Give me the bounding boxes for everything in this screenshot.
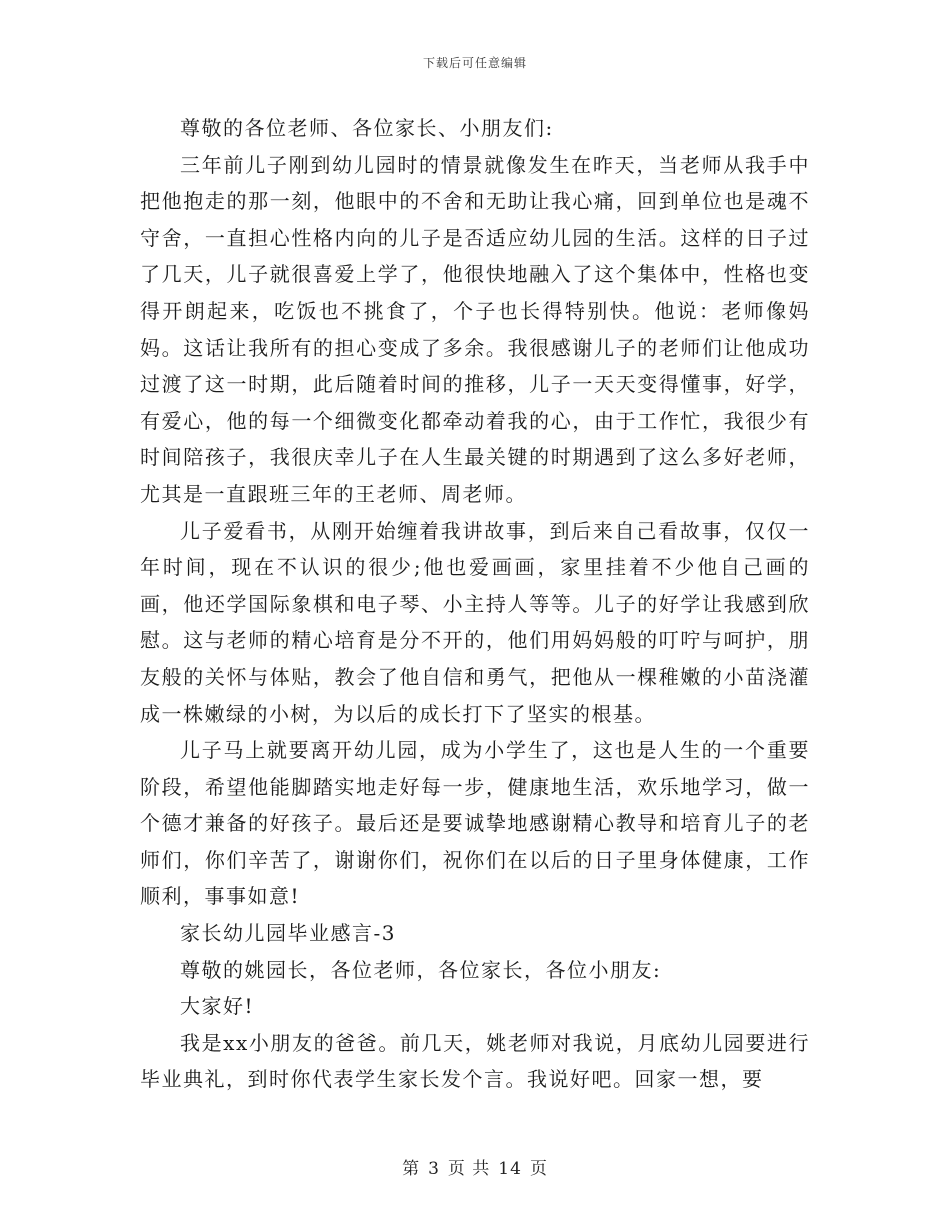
paragraph: 儿子马上就要离开幼儿园，成为小学生了，这也是人生的一个重要阶段，希望他能脚踏实地走好每一步，健康地生活，欢乐地学习，做一个德才兼备的好孩子。最后还是要诚挚地感谢精心教导和培育儿子的老师们，你们辛苦了，谢谢你们，祝你们在以后的日子里身体健康，工作顺利，事事如意! xyxy=(140,738,810,909)
document-body xyxy=(140,110,810,1098)
paragraph: 尊敬的各位老师、各位家长、小朋友们: xyxy=(180,116,554,140)
salutation: 尊敬的姚园长，各位老师，各位家长，各位小朋友: xyxy=(180,957,662,982)
page-footer xyxy=(0,1154,950,1179)
footer-suffix: 页 xyxy=(529,1159,548,1179)
section-title: 家长幼儿园毕业感言-3 xyxy=(180,921,396,946)
paragraph: 儿子爱看书，从刚开始缠着我讲故事，到后来自己看故事，仅仅一年时间，现在不认识的很少;他也爱画画，家里挂着不少他自己画的画，他还学国际象棋和电子琴、小主持人等等。儿子的好学让我感到欣慰。这与老师的精心培育是分不开的，他们用妈妈般的叮咛与呵护，朋友般的关怀与体贴，教会了他自信和勇气，把他从一棵稚嫩的小苗浇灌成一株嫩绿的小树，为以后的成长打下了坚实的根基。 xyxy=(140,518,810,726)
greeting: 大家好! xyxy=(180,994,255,1019)
header-note: 下载后可任意编辑 xyxy=(422,56,527,70)
footer-page-number: 3 xyxy=(428,1159,440,1179)
footer-middle: 页 共 xyxy=(447,1159,491,1179)
footer-prefix: 第 xyxy=(402,1159,421,1179)
footer-total-pages: 14 xyxy=(498,1159,522,1179)
paragraph: 我是xx小朋友的爸爸。前几天，姚老师对我说，月底幼儿园要进行毕业典礼，到时你代表学生家长发个言。我说好吧。回家一想，要 xyxy=(140,1030,810,1092)
paragraph: 三年前儿子刚到幼儿园时的情景就像发生在昨天，当老师从我手中把他抱走的那一刻，他眼中的不舍和无助让我心痛，回到单位也是魂不守舍，一直担心性格内向的儿子是否适应幼儿园的生活。这样的日子过了几天，儿子就很喜爱上学了，他很快地融入了这个集体中，性格也变得开朗起来，吃饭也不挑食了，个子也长得特别快。他说：老师像妈妈。这话让我所有的担心变成了多余。我很感谢儿子的老师们让他成功过渡了这一时期，此后随着时间的推移，儿子一天天变得懂事，好学，有爱心，他的每一个细微变化都牵动着我的心，由于工作忙，我很少有时间陪孩子，我很庆幸儿子在人生最关键的时期遇到了这么多好老师，尤其是一直跟班三年的王老师、周老师。 xyxy=(140,152,810,506)
